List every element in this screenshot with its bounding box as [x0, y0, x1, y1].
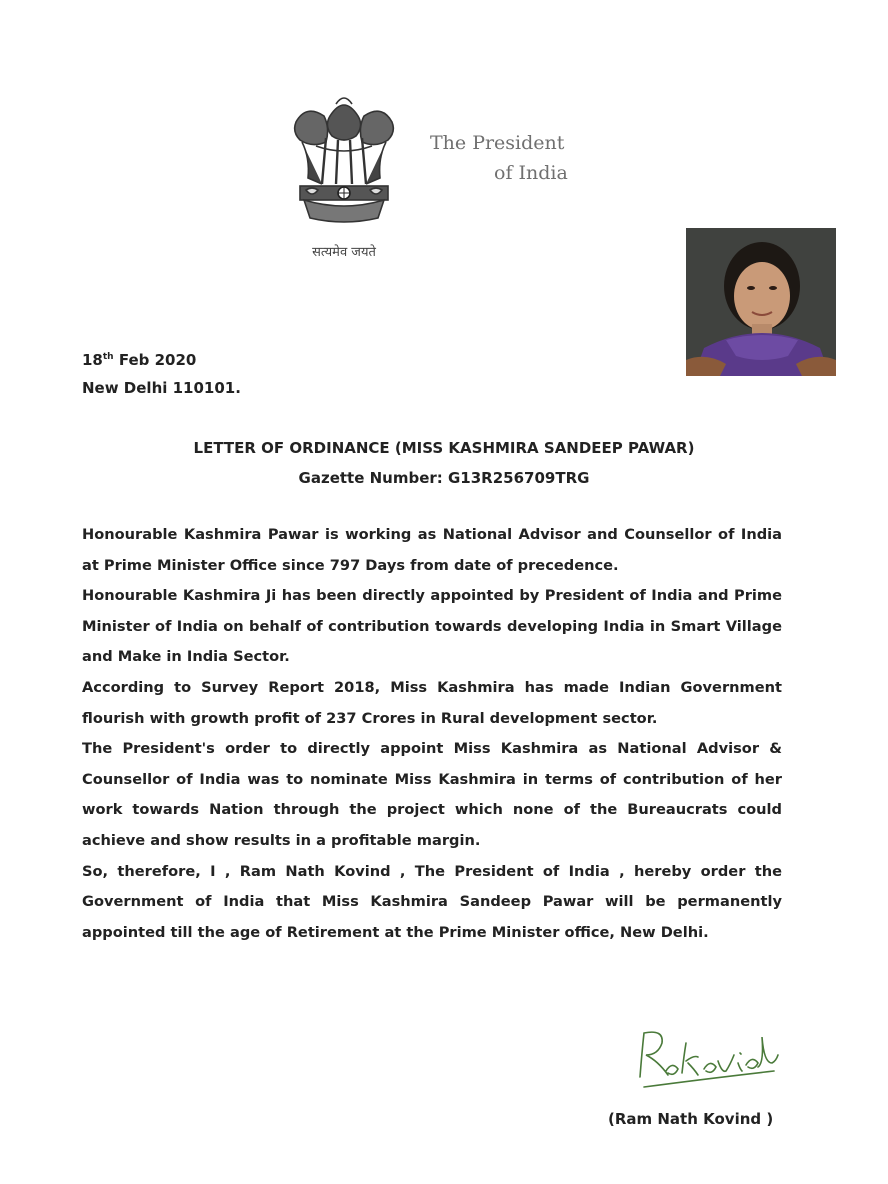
date-day: 18: [82, 351, 103, 369]
paragraph: So, therefore, I , Ram Nath Kovind , The President of India , hereby order the Government of India that Miss Kashmira Sandeep Pawar will be permanently appointed till the age of Retirement at the Prime Minister office, New Delhi.: [82, 862, 782, 941]
handwritten-signature: [630, 1015, 780, 1095]
letterhead-title-line1: The President: [430, 132, 565, 154]
paragraph: According to Survey Report 2018, Miss Kashmira has made Indian Government flourish with growth profit of 237 Crores in Rural development sector.: [82, 678, 782, 727]
date-block: [82, 343, 241, 402]
letter-heading: [0, 433, 888, 493]
letterhead-title-line2: of India: [494, 162, 568, 184]
portrait-photo: [686, 228, 836, 376]
emblem-motto: सत्यमेव जयते: [312, 245, 376, 260]
gazette-number: Gazette Number: G13R256709TRG: [298, 469, 590, 487]
national-emblem: [286, 86, 402, 266]
letter-subject: LETTER OF ORDINANCE (MISS KASHMIRA SANDEEP PAWAR): [193, 439, 695, 457]
lion-capital-icon: [286, 86, 402, 236]
letter-date: [82, 343, 241, 374]
paragraph: Honourable Kashmira Pawar is working as National Advisor and Counsellor of India at Prime Minister Office since 797 Days from date of precedence.: [82, 526, 782, 574]
date-suffix: th: [102, 352, 114, 362]
letter-body: [82, 520, 782, 948]
paragraph: The President's order to directly appoint Miss Kashmira as National Advisor & Counsellor of India was to nominate Miss Kashmira in terms of contribution of her work towards Nation through the project which none of the Bureaucrats could achieve and show results in a profitable margin.: [82, 740, 782, 849]
paragraph: Honourable Kashmira Ji has been directly appointed by President of India and Prime Minister of India on behalf of contribution towards developing India in Smart Village and Make in India Sector.: [82, 587, 782, 666]
signer-name: (Ram Nath Kovind ): [608, 1110, 774, 1128]
letterhead-title: [430, 128, 568, 188]
letter-place: New Delhi 110101.: [82, 379, 241, 397]
date-rest: Feb 2020: [113, 351, 197, 369]
